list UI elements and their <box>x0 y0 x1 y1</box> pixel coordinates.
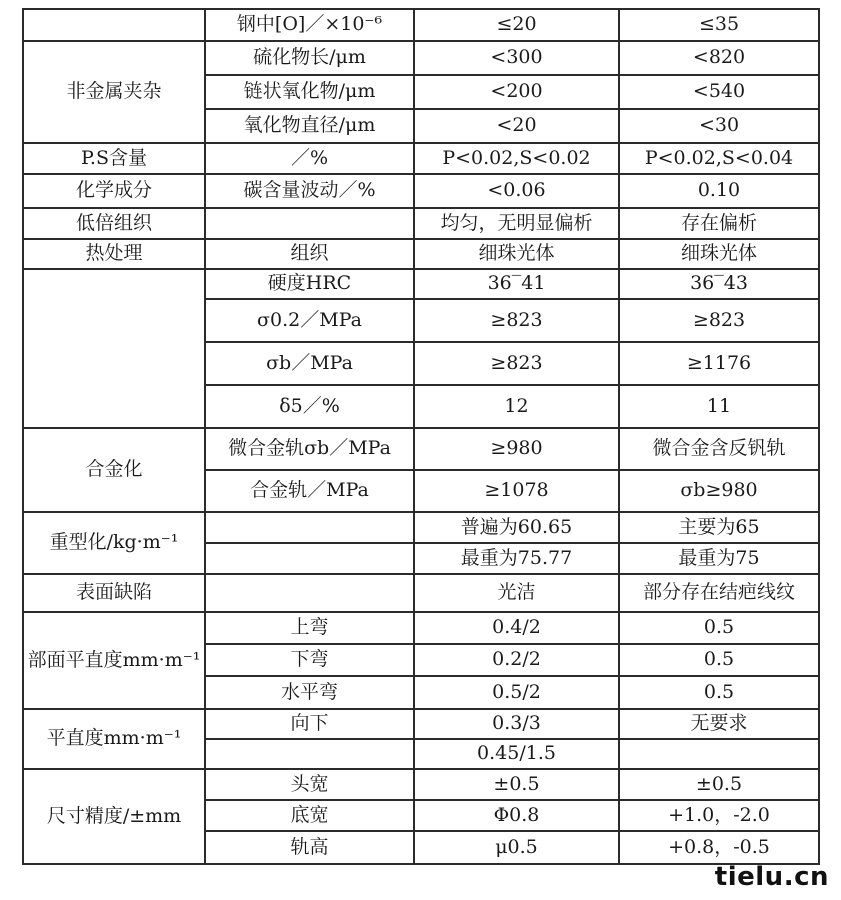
table-row <box>23 428 819 470</box>
cell-empty <box>23 9 205 41</box>
table-row <box>23 512 819 543</box>
group-section-flatness: 部面平直度mm·m⁻¹ <box>23 612 205 709</box>
cell-param: 链状氧化物/μm <box>205 75 414 109</box>
cell-value-b: 11 <box>619 385 819 428</box>
table-row <box>23 269 819 299</box>
rail-spec-table <box>22 8 820 865</box>
cell-value-b: +0.8，-0.5 <box>619 831 819 864</box>
cell-category: 表面缺陷 <box>23 574 205 612</box>
cell-value-b: 微合金含反钒轨 <box>619 428 819 470</box>
group-nonmetal-inclusions: 非金属夹杂 <box>23 41 205 143</box>
cell-value-b: ±0.5 <box>619 769 819 800</box>
cell-value-b: ≤35 <box>619 9 819 41</box>
cell-value-a: ≤20 <box>414 9 619 41</box>
cell-param: 轨高 <box>205 831 414 864</box>
cell-value-a: 0.2/2 <box>414 644 619 676</box>
cell-value-a: ≥980 <box>414 428 619 470</box>
cell-value-a: <200 <box>414 75 619 109</box>
cell-value-a: <20 <box>414 109 619 143</box>
cell-value-a: 普遍为60.65 <box>414 512 619 543</box>
cell-param: 硫化物长/μm <box>205 41 414 75</box>
table-row <box>23 143 819 174</box>
cell-value-a: <300 <box>414 41 619 75</box>
cell-param: δ5／% <box>205 385 414 428</box>
group-heavy-weight: 重型化/kg·m⁻¹ <box>23 512 205 574</box>
cell-value-a: 光洁 <box>414 574 619 612</box>
cell-param: 水平弯 <box>205 676 414 709</box>
spec-table-container <box>22 8 820 865</box>
cell-value-a: 均匀，无明显偏析 <box>414 208 619 239</box>
cell-param: 氧化物直径/μm <box>205 109 414 143</box>
cell-value-b: 部分存在结疤线纹 <box>619 574 819 612</box>
group-alloying: 合金化 <box>23 428 205 512</box>
cell-param: 上弯 <box>205 612 414 644</box>
cell-param <box>205 739 414 769</box>
cell-value-b: 36‾43 <box>619 269 819 299</box>
cell-param: 钢中[O]／×10⁻⁶ <box>205 9 414 41</box>
cell-param <box>205 574 414 612</box>
cell-value-a: 0.3/3 <box>414 709 619 739</box>
cell-param: 硬度HRC <box>205 269 414 299</box>
cell-value-b: σb≥980 <box>619 470 819 512</box>
table-row <box>23 612 819 644</box>
cell-value-b: <30 <box>619 109 819 143</box>
cell-value-b: <820 <box>619 41 819 75</box>
cell-value-b: 主要为65 <box>619 512 819 543</box>
cell-param: 组织 <box>205 239 414 269</box>
cell-param: σ0.2／MPa <box>205 299 414 342</box>
cell-value-b: <540 <box>619 75 819 109</box>
table-row <box>23 9 819 41</box>
cell-value-a: 0.4/2 <box>414 612 619 644</box>
cell-param: 合金轨／MPa <box>205 470 414 512</box>
cell-value-b: 最重为75 <box>619 543 819 574</box>
cell-value-b: +1.0，-2.0 <box>619 800 819 831</box>
cell-value-a: ±0.5 <box>414 769 619 800</box>
cell-param: 向下 <box>205 709 414 739</box>
cell-value-b: ≥1176 <box>619 342 819 385</box>
table-row <box>23 769 819 800</box>
cell-category: 热处理 <box>23 239 205 269</box>
group-dimension-accuracy: 尺寸精度/±mm <box>23 769 205 864</box>
cell-value-b: 0.5 <box>619 644 819 676</box>
cell-value-a: 最重为75.77 <box>414 543 619 574</box>
cell-param: σb／MPa <box>205 342 414 385</box>
cell-value-a: 36‾41 <box>414 269 619 299</box>
cell-value-a: 0.45/1.5 <box>414 739 619 769</box>
cell-value-b: ≥823 <box>619 299 819 342</box>
cell-value-b: 细珠光体 <box>619 239 819 269</box>
table-row <box>23 41 819 75</box>
cell-empty <box>205 543 414 574</box>
table-row <box>23 239 819 269</box>
cell-value-a: ≥823 <box>414 342 619 385</box>
cell-param: 头宽 <box>205 769 414 800</box>
cell-value-b <box>619 739 819 769</box>
cell-value-b: P<0.02,S<0.04 <box>619 143 819 174</box>
cell-value-a: 12 <box>414 385 619 428</box>
cell-value-b: 0.10 <box>619 174 819 208</box>
cell-category: 低倍组织 <box>23 208 205 239</box>
cell-value-b: 存在偏析 <box>619 208 819 239</box>
cell-param: 底宽 <box>205 800 414 831</box>
cell-category: P.S含量 <box>23 143 205 174</box>
table-row <box>23 174 819 208</box>
cell-value-a: <0.06 <box>414 174 619 208</box>
cell-value-a: 细珠光体 <box>414 239 619 269</box>
cell-value-a: 0.5/2 <box>414 676 619 709</box>
cell-param: ／% <box>205 143 414 174</box>
cell-category: 化学成分 <box>23 174 205 208</box>
cell-value-a: μ0.5 <box>414 831 619 864</box>
table-row <box>23 709 819 739</box>
group-mechanical-empty <box>23 269 205 428</box>
cell-value-a: Φ0.8 <box>414 800 619 831</box>
cell-empty <box>205 512 414 543</box>
table-row <box>23 208 819 239</box>
cell-param <box>205 208 414 239</box>
cell-value-b: 无要求 <box>619 709 819 739</box>
group-flatness: 平直度mm·m⁻¹ <box>23 709 205 769</box>
cell-value-a: P<0.02,S<0.02 <box>414 143 619 174</box>
site-watermark: tielu.cn <box>714 862 829 892</box>
cell-value-b: 0.5 <box>619 676 819 709</box>
cell-param: 微合金轨σb／MPa <box>205 428 414 470</box>
cell-value-a: ≥1078 <box>414 470 619 512</box>
cell-param: 下弯 <box>205 644 414 676</box>
table-row <box>23 574 819 612</box>
cell-value-a: ≥823 <box>414 299 619 342</box>
cell-value-b: 0.5 <box>619 612 819 644</box>
cell-param: 碳含量波动／% <box>205 174 414 208</box>
